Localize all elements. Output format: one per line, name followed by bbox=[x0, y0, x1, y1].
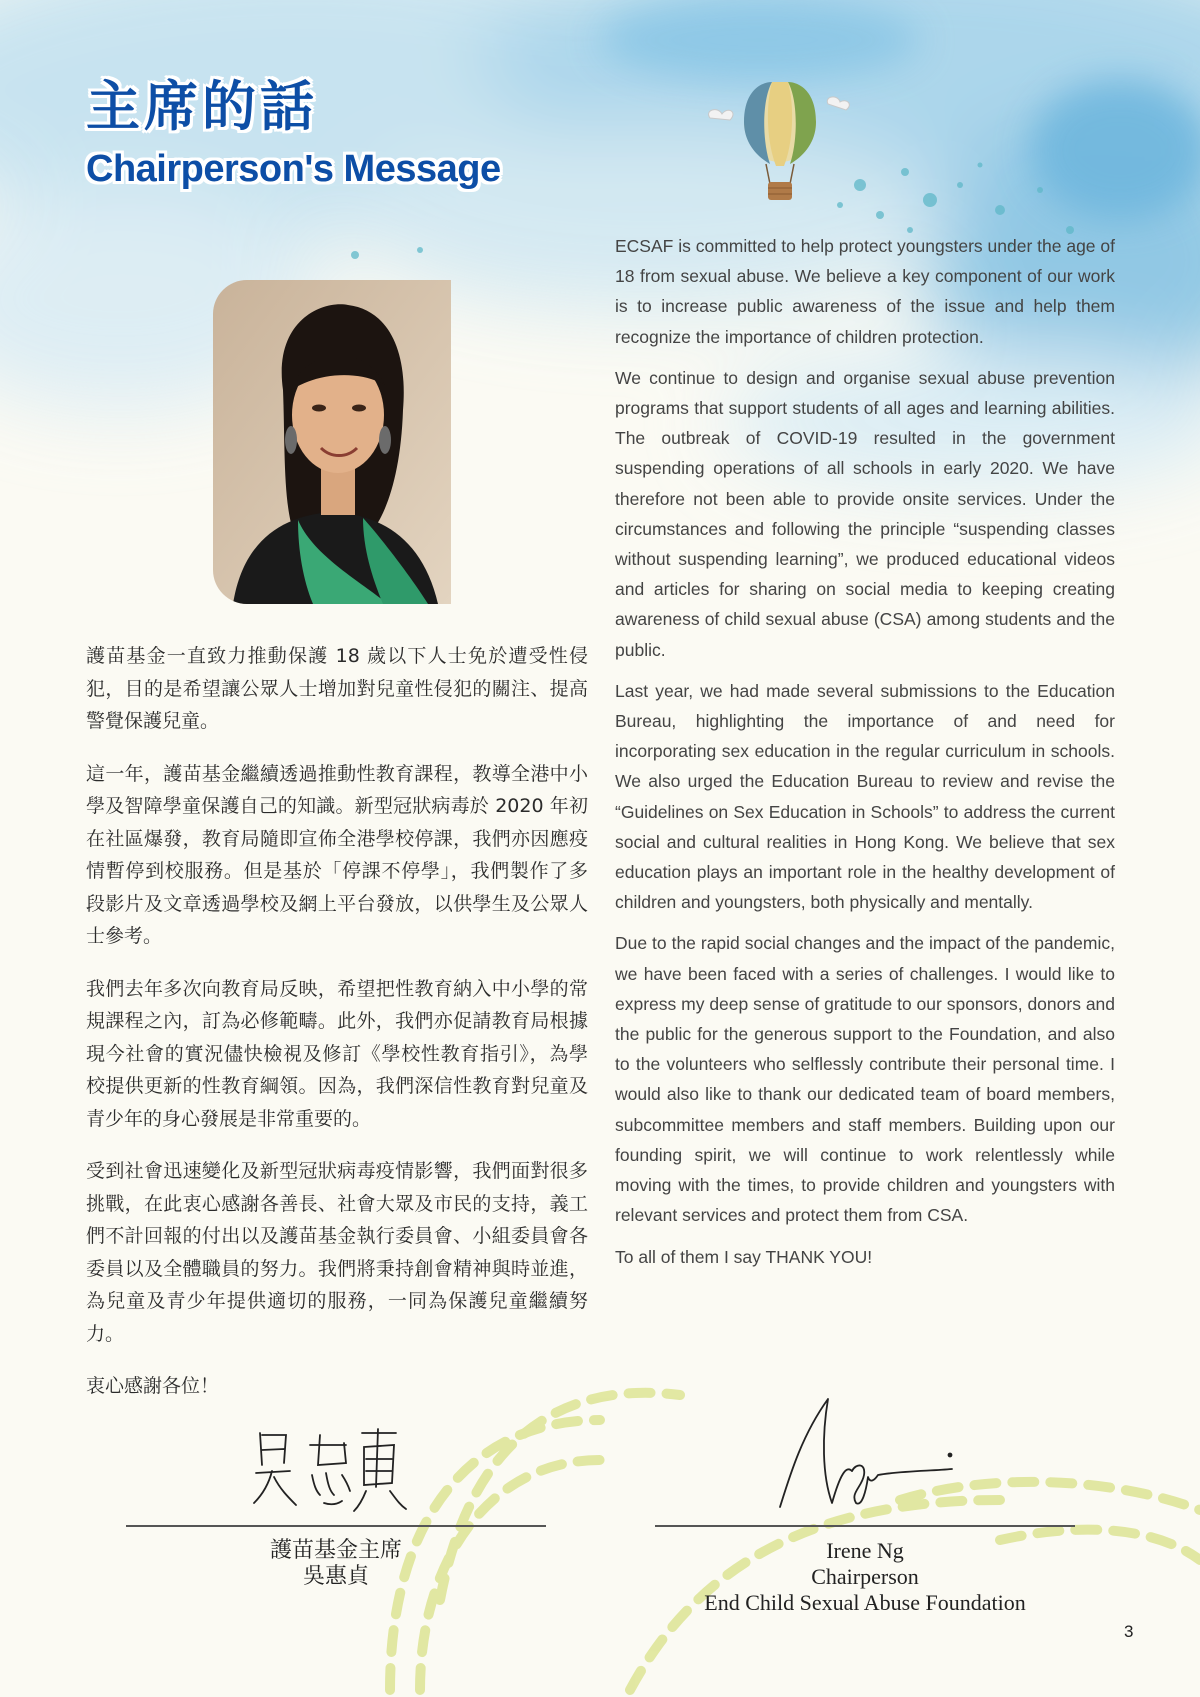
en-paragraph: Due to the rapid social changes and the impact of the pandemic, we have been faced with a series of challenges. I would like to express my deep sense of gratitude to our sponsors, donors and the public for the generous support to the Foundation, and also to the volunteers who selflessly contribute their personal time. I would also like to thank our dedicated team of board members, subcommittee members and staff members. Building upon our founding spirit, we will continue to work relentlessly while moving with the times, to provide children and youngsters with relevant services and protect them from CSA. bbox=[615, 933, 1116, 1226]
en-paragraph: To all of them I say THANK YOU! bbox=[615, 1246, 873, 1267]
page-title-zh: 主席的話 bbox=[86, 77, 318, 137]
chinese-message bbox=[86, 640, 588, 1423]
zh-paragraph: 我們去年多次向教育局反映，希望把性教育納入中小學的常規課程之內，訂為必修範疇。此外，我們亦促請教育局根據現今社會的實況儘快檢視及修訂《學校性教育指引》，為學校提供更新的性教育綱領。因為，我們深信性教育對兒童及青少年的身心發展是非常重要的。 bbox=[86, 977, 588, 1130]
hot-air-balloon-icon bbox=[700, 80, 860, 210]
signatory-role-en: Chairperson bbox=[811, 1564, 919, 1589]
english-message bbox=[615, 231, 1115, 1283]
signature-caption-zh bbox=[126, 1538, 546, 1590]
signature-en-handwritten bbox=[770, 1395, 960, 1515]
zh-paragraph: 受到社會迅速變化及新型冠狀病毒疫情影響，我們面對很多挑戰，在此衷心感謝各善長、社會大眾及市民的支持，義工們不計回報的付出以及護苗基金執行委員會、小組委員會各委員以及全體職員的努力。我們將秉持創會精神與時並進，為兒童及青少年提供適切的服務，一同為保護兒童繼續努力。 bbox=[86, 1160, 588, 1345]
en-paragraph: ECSAF is committed to help protect youngsters under the age of 18 from sexual abuse. We believe a key component of our work is to increase public awareness of the issue and help them recognize the importance of children protection. bbox=[615, 236, 1115, 347]
portrait-photo bbox=[213, 280, 451, 604]
signature-line-zh bbox=[126, 1525, 546, 1527]
signature-line-en bbox=[655, 1525, 1075, 1527]
signatory-name-zh: 吳惠貞 bbox=[302, 1564, 369, 1589]
page-title-en: Chairperson's Message bbox=[86, 148, 501, 190]
en-paragraph: We continue to design and organise sexual abuse prevention programs that support students of all ages and learning abilities. The outbreak of COVID-19 resulted in the government suspending operations of all schools in early 2020. We have therefore not been able to provide onsite services. Under the circumstances and following the principle “suspending classes without suspending learning”, we produced educational videos and articles for sharing on social media to keeping creating awareness of child sexual abuse (CSA) among students and the public. bbox=[615, 367, 1115, 660]
signatory-org-en: End Child Sexual Abuse Foundation bbox=[704, 1590, 1026, 1615]
zh-paragraph: 這一年，護苗基金繼續透過推動性教育課程，教導全港中小學及智障學童保護自己的知識。新型冠狀病毒於 2020 年初在社區爆發，教育局隨即宣佈全港學校停課，我們亦因應疫情暫停到校服務。但是基於「停課不停學」，我們製作了多段影片及文章透過學校及網上平台發放，以供學生及公眾人士參考。 bbox=[86, 762, 588, 947]
signature-caption-en bbox=[655, 1538, 1075, 1616]
signatory-name-en: Irene Ng bbox=[826, 1538, 904, 1563]
page-number: 3 bbox=[1124, 1622, 1134, 1641]
zh-paragraph: 衷心感謝各位！ bbox=[86, 1375, 220, 1397]
en-paragraph: Last year, we had made several submissions to the Education Bureau, highlighting the importance of and need for incorporating sex education in the regular curriculum in schools. We also urged the Education Bureau to review and revise the “Guidelines on Sex Education in Schools” to address the current social and cultural realities in Hong Kong. We believe that sex education plays an important role in the healthy development of children and youngsters, both physically and mentally. bbox=[615, 680, 1115, 913]
signatory-role-zh: 護苗基金主席 bbox=[269, 1538, 402, 1563]
signature-zh-handwritten bbox=[250, 1425, 410, 1515]
zh-paragraph: 護苗基金一直致力推動保護 18 歲以下人士免於遭受性侵犯，目的是希望讓公眾人士增加對兒童性侵犯的關注、提高警覺保護兒童。 bbox=[86, 645, 588, 732]
